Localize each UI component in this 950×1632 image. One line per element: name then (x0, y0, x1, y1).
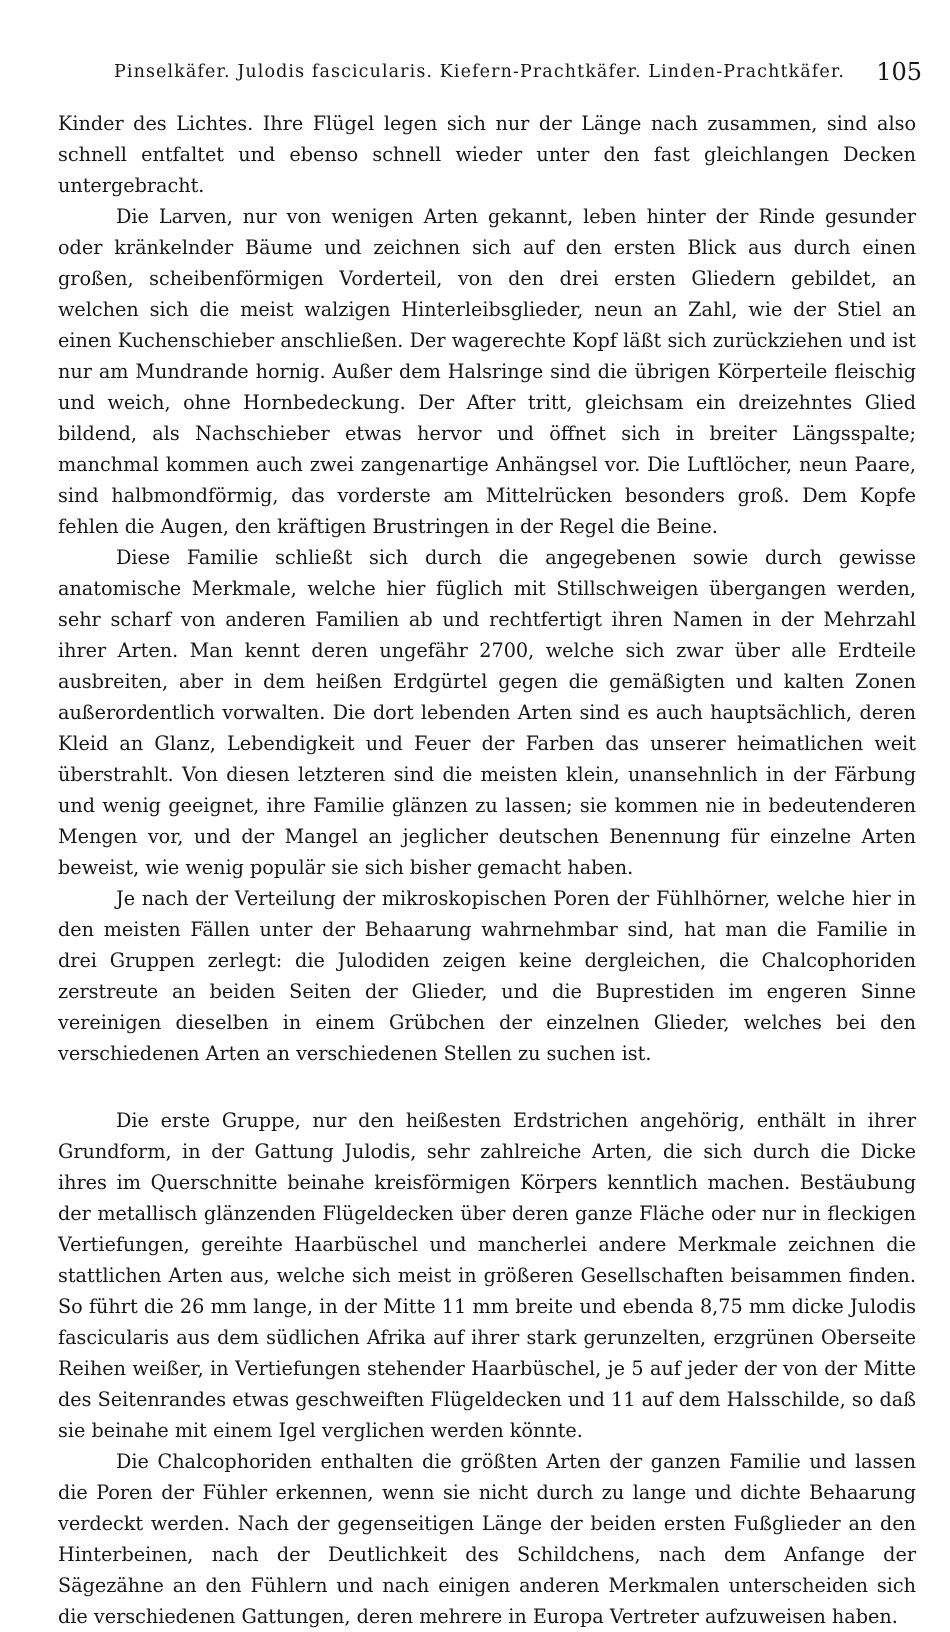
paragraph: Die Chalcophoriden enthalten die größten Arten der ganzen Familie und lassen die Poren der Fühler erkennen, wenn sie nicht durch zu lange und dichte Behaarung verdeckt werden. Nach der gegenseitigen Länge der beiden ersten Fußglieder an den Hinterbeinen, nach der Deutlichkeit des Schildchens, nach dem Anfange der Sägezähne an den Fühlern und nach einigen anderen Merkmalen unterscheiden sich die verschiedenen Gattungen, deren mehrere in Europa Vertreter aufzuweisen haben. (58, 1450, 916, 1628)
paragraph: Die Larven, nur von wenigen Arten gekannt, leben hinter der Rinde gesunder oder kränkelnder Bäume und zeichnen sich auf den ersten Blick aus durch einen großen, scheibenförmigen Vorderteil, von den drei ersten Gliedern gebildet, an welchen sich die meist walzigen Hinterleibsglieder, neun an Zahl, wie der Stiel an einen Kuchenschieber anschließen. Der wagerechte Kopf läßt sich zurückziehen und ist nur am Mundrande hornig. Außer dem Halsringe sind die übrigen Körperteile fleischig und weich, ohne Hornbedeckung. Der After tritt, gleichsam ein dreizehntes Glied bildend, als Nachschieber etwas hervor und öffnet sich in breiter Längsspalte; manchmal kommen auch zwei zangenartige Anhängsel vor. Die Luftlöcher, neun Paare, sind halbmondförmig, das vorderste am Mittelrücken besonders groß. Dem Kopfe fehlen die Augen, den kräftigen Brustringen in der Regel die Beine. (58, 205, 916, 538)
page-body (58, 108, 916, 1632)
paragraph: Kinder des Lichtes. Ihre Flügel legen sich nur der Länge nach zusammen, sind also schnell entfaltet und ebenso schnell wieder unter den fast gleichlangen Decken untergebracht. (58, 112, 916, 197)
page-number: 105 (876, 58, 922, 86)
running-title: Pinselkäfer. Julodis fascicularis. Kiefern-Prachtkäfer. Linden-Prachtkäfer. (114, 62, 846, 82)
section-gap (58, 1069, 916, 1105)
paragraph: Je nach der Verteilung der mikroskopischen Poren der Fühlhörner, welche hier in den meisten Fällen unter der Behaarung wahrnehmbar sind, hat man die Familie in drei Gruppen zerlegt: die Julodiden zeigen keine dergleichen, die Chalcophoriden zerstreute an beiden Seiten der Glieder, und die Buprestiden im engeren Sinne vereinigen dieselben in einem Grübchen der einzelnen Glieder, welches bei den verschiedenen Arten an verschiedenen Stellen zu suchen ist. (58, 887, 916, 1065)
paragraph: Diese Familie schließt sich durch die angegebenen sowie durch gewisse anatomische Merkmale, welche hier füglich mit Stillschweigen übergangen werden, sehr scharf von anderen Familien ab und rechtfertigt ihren Namen in der Mehrzahl ihrer Arten. Man kennt deren ungefähr 2700, welche sich zwar über alle Erdteile ausbreiten, aber in dem heißen Erdgürtel gegen die gemäßigten und kalten Zonen außerordentlich vorwalten. Die dort lebenden Arten sind es auch hauptsächlich, deren Kleid an Glanz, Lebendigkeit und Feuer der Farben das unserer heimatlichen weit überstrahlt. Von diesen letzteren sind die meisten klein, unansehnlich in der Färbung und wenig geeignet, ihre Familie glänzen zu lassen; sie kommen nie in bedeutenderen Mengen vor, und der Mangel an jeglicher deutschen Benennung für einzelne Arten beweist, wie wenig populär sie sich bisher gemacht haben. (58, 546, 916, 879)
running-head (58, 58, 922, 88)
paragraph: Die erste Gruppe, nur den heißesten Erdstrichen angehörig, enthält in ihrer Grundform, in der Gattung Julodis, sehr zahlreiche Arten, die sich durch die Dicke ihres im Querschnitte beinahe kreisförmigen Körpers kenntlich machen. Bestäubung der metallisch glänzenden Flügeldecken über deren ganze Fläche oder nur in fleckigen Vertiefungen, gereihte Haarbüschel und mancherlei andere Merkmale zeichnen die stattlichen Arten aus, welche sich meist in größeren Gesellschaften beisammen finden. So führt die 26 mm lange, in der Mitte 11 mm breite und ebenda 8,75 mm dicke Julodis fascicularis aus dem südlichen Afrika auf ihrer stark gerunzelten, erzgrünen Oberseite Reihen weißer, in Vertiefungen stehender Haarbüschel, je 5 auf jeder der von der Mitte des Seitenrandes etwas geschweiften Flügeldecken und 11 auf dem Halsschilde, so daß sie beinahe mit einem Igel verglichen werden könnte. (58, 1109, 916, 1442)
